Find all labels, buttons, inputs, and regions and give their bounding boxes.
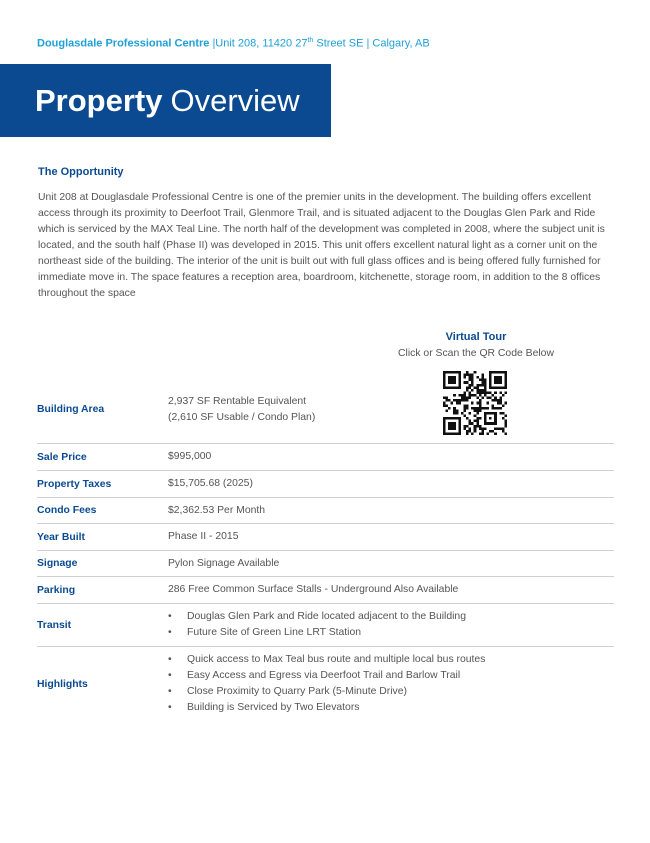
detail-row-signage: [37, 551, 614, 577]
detail-row-transit: [37, 604, 614, 647]
virtual-tour-instructions: Click or Scan the QR Code Below: [398, 348, 554, 359]
address-prefix: |Unit 208, 11420 27: [209, 37, 308, 50]
building-area-usable: (2,610 SF Usable / Condo Plan): [168, 411, 316, 423]
highlights-value: [168, 652, 485, 716]
property-name: Douglasdale Professional Centre: [37, 37, 210, 50]
page-title-light: Overview: [170, 82, 300, 118]
page-title-banner: [0, 64, 331, 137]
transit-value: [168, 609, 466, 641]
detail-row-year-built: [37, 524, 614, 551]
highlights-label: Highlights: [37, 678, 88, 690]
page-title-bold: Property: [35, 82, 163, 118]
detail-row-highlights: [37, 647, 614, 721]
signage-label: Signage: [37, 558, 78, 569]
transit-label: Transit: [37, 619, 72, 631]
virtual-tour-heading[interactable]: Virtual Tour: [445, 331, 507, 343]
highlights-list: [168, 652, 485, 716]
year-built-label: Year Built: [37, 531, 85, 543]
detail-row-parking: [37, 577, 614, 604]
building-area-value: [168, 394, 315, 426]
parking-value: 286 Free Common Surface Stalls - Underground Also Available: [168, 584, 459, 595]
building-area-rentable: 2,937 SF Rentable Equivalent: [168, 395, 307, 407]
address-ordinal-suffix: th: [307, 37, 314, 44]
detail-row-sale-price: [37, 444, 614, 471]
parking-label: Parking: [37, 584, 76, 596]
detail-row-condo-fees: [37, 498, 614, 524]
property-taxes-label: Property Taxes: [37, 478, 112, 490]
opportunity-description: Unit 208 at Douglasdale Professional Centre is one of the premier units in the development. The building offers excellent access through its proximity to Deerfoot Trail, Glenmore Trail, and is situated adjacent to the Douglas Glen Park and Ride which is serviced by the MAX Teal Line. The north half of the development was completed in 2008, where the subject unit is located, and the south half (Phase II) was developed in 2015. This unit offers excellent natural light as a corner unit on the northeast side of the building. The interior of the unit is built out with full glass offices and is being offered fully furnished for immediate move in. The space features a reception area, boardroom, kitchenette, storage room, in addition to the 8 offices throughout the space: [38, 192, 605, 299]
year-built-value: Phase II - 2015: [168, 531, 239, 542]
detail-row-property-taxes: [37, 471, 614, 498]
condo-fees-label: Condo Fees: [37, 505, 97, 516]
address-suffix: Street SE | Calgary, AB: [313, 37, 430, 50]
building-area-label: Building Area: [37, 404, 105, 415]
highlight-item: • Easy Access and Egress via Deerfoot Trail and Barlow Trail: [168, 668, 485, 684]
transit-item: • Douglas Glen Park and Ride located adjacent to the Building: [168, 609, 466, 625]
condo-fees-value: $2,362.53 Per Month: [168, 504, 266, 516]
signage-value: Pylon Signage Available: [168, 557, 280, 569]
property-details-table: [37, 376, 614, 721]
highlight-item: • Quick access to Max Teal bus route and multiple local bus routes: [168, 652, 485, 668]
transit-item: • Future Site of Green Line LRT Station: [168, 625, 466, 641]
property-header: [37, 37, 430, 50]
transit-list: [168, 609, 466, 641]
detail-row-building-area: [37, 376, 614, 444]
property-taxes-value: $15,705.68 (2025): [168, 478, 253, 489]
sale-price-value: $995,000: [168, 451, 212, 462]
highlight-item: • Building is Serviced by Two Elevators: [168, 700, 485, 716]
highlight-item: • Close Proximity to Quarry Park (5-Minute Drive): [168, 684, 485, 700]
sale-price-label: Sale Price: [37, 451, 87, 463]
opportunity-heading: The Opportunity: [38, 166, 124, 178]
